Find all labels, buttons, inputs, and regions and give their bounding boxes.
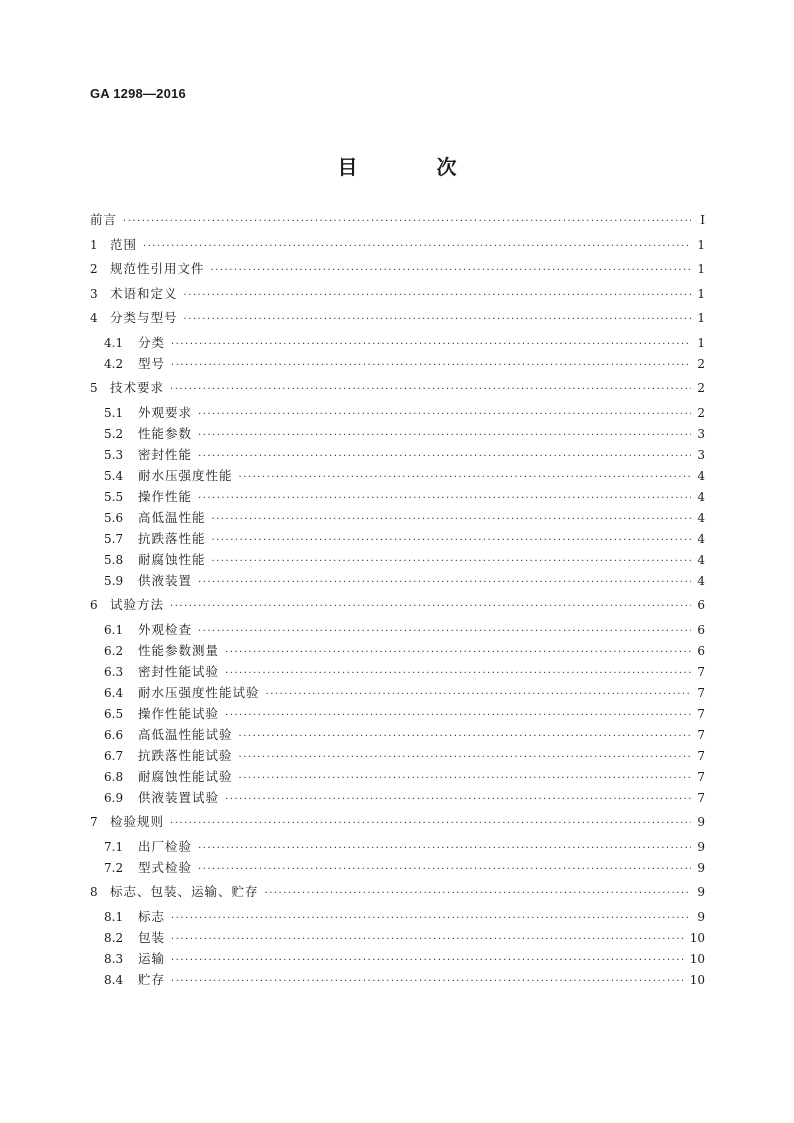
toc-entry-page: 1 <box>697 311 705 325</box>
toc-dot-leader <box>239 731 691 742</box>
toc-entry-page: 1 <box>697 262 705 276</box>
toc-entry-label: 密封性能 <box>138 446 193 462</box>
toc-entry-page: 7 <box>697 748 705 763</box>
toc-entry[interactable] <box>90 445 705 463</box>
toc-entry-number: 3 <box>90 286 98 301</box>
toc-entry-number: 6.3 <box>104 664 124 679</box>
toc-entry[interactable] <box>90 466 705 484</box>
toc-dot-leader <box>198 451 691 462</box>
toc-entry-number: 8.3 <box>104 951 124 966</box>
toc-entry-page: 6 <box>697 598 705 612</box>
toc-dot-leader <box>198 493 691 504</box>
toc-entry-number: 6.2 <box>104 643 124 658</box>
toc-entry-number: 1 <box>90 237 98 252</box>
toc-entry-label: 标志 <box>138 908 166 924</box>
toc-entry[interactable] <box>90 571 705 589</box>
toc-entry-page: 10 <box>689 972 705 987</box>
toc-dot-leader <box>184 314 691 325</box>
toc-entry[interactable] <box>90 487 705 505</box>
toc-entry-number: 5.4 <box>104 468 124 483</box>
toc-entry-page: 2 <box>697 381 705 395</box>
toc-dot-leader <box>212 514 691 525</box>
toc-entry[interactable] <box>90 662 705 680</box>
toc-dot-leader <box>239 752 691 763</box>
toc-entry-label: 抗跌落性能试验 <box>138 747 233 763</box>
toc-dot-leader <box>239 773 691 784</box>
toc-entry[interactable] <box>90 595 705 613</box>
toc-entry-page: 7 <box>697 664 705 679</box>
toc-entry-label: 耐水压强度性能试验 <box>138 684 260 700</box>
toc-entry-number: 5.6 <box>104 510 124 525</box>
toc-entry-number: 8.1 <box>104 909 124 924</box>
toc-entry-number: 8 <box>90 885 98 899</box>
toc-entry[interactable] <box>90 403 705 421</box>
toc-entry-number: 4.1 <box>104 335 124 350</box>
toc-entry-label: 分类与型号 <box>110 310 178 325</box>
toc-dot-leader <box>171 339 691 350</box>
toc-entry-label: 高低温性能 <box>138 509 206 525</box>
toc-entry-number: 5 <box>90 381 98 395</box>
toc-entry-page: 3 <box>697 426 705 441</box>
toc-entry-page: 10 <box>689 951 705 966</box>
toc-dot-leader <box>171 955 686 966</box>
toc-entry-page: 4 <box>697 489 705 504</box>
toc-entry-page: 7 <box>697 706 705 721</box>
toc-entry-page: 7 <box>697 769 705 784</box>
toc-dot-leader <box>143 241 691 252</box>
toc-entry-page: 6 <box>697 643 705 658</box>
toc-entry-number: 5.9 <box>104 573 124 588</box>
toc-entry-page: 10 <box>689 930 705 945</box>
toc-entry-label: 耐腐蚀性能 <box>138 551 206 567</box>
toc-entry-page: 1 <box>697 286 705 301</box>
toc-entry[interactable] <box>90 378 705 396</box>
toc-dot-leader <box>171 976 686 987</box>
toc-entry-label: 外观检查 <box>138 621 193 637</box>
toc-dot-leader <box>171 934 686 945</box>
toc-entry[interactable] <box>90 683 705 701</box>
toc-entry-number: 5.5 <box>104 489 124 504</box>
toc-entry-number: 5.3 <box>104 447 124 462</box>
toc-dot-leader <box>198 864 691 875</box>
toc-entry-page: 4 <box>697 468 705 483</box>
toc-dot-leader <box>184 290 691 301</box>
toc-entry[interactable] <box>90 767 705 785</box>
toc-entry[interactable] <box>90 620 705 638</box>
toc-entry-label: 试验方法 <box>110 597 165 612</box>
toc-entry-label: 包装 <box>138 929 166 945</box>
toc-entry-label: 耐腐蚀性能试验 <box>138 768 233 784</box>
toc-entry[interactable] <box>90 529 705 547</box>
toc-entry-page: 9 <box>697 839 705 854</box>
toc-entry-page: 1 <box>697 335 705 350</box>
toc-dot-leader <box>239 472 691 483</box>
toc-entry-label: 高低温性能试验 <box>138 726 233 742</box>
toc-entry-label: 运输 <box>138 950 166 966</box>
toc-dot-leader <box>212 535 691 546</box>
toc-dot-leader <box>170 601 691 612</box>
toc-entry-number: 7 <box>90 815 98 829</box>
toc-entry[interactable] <box>90 308 705 326</box>
toc-entry-page: 4 <box>697 531 705 546</box>
toc-entry-page: 7 <box>697 685 705 700</box>
toc-dot-leader <box>198 626 691 637</box>
toc-entry-page: 3 <box>697 447 705 462</box>
toc-dot-leader <box>198 843 691 854</box>
document-code: GA 1298—2016 <box>90 86 186 101</box>
toc-entry[interactable] <box>90 858 705 876</box>
toc-dot-leader <box>170 818 691 829</box>
toc-entry-page: 4 <box>697 552 705 567</box>
toc-entry-label: 标志、包装、运输、贮存 <box>110 884 259 899</box>
toc-entry-label: 检验规则 <box>110 814 165 829</box>
toc-entry-label: 分类 <box>138 334 166 350</box>
toc-dot-leader <box>225 647 691 658</box>
toc-dot-leader <box>171 913 691 924</box>
toc-dot-leader <box>212 556 691 567</box>
toc-entry[interactable] <box>90 235 705 253</box>
toc-entry-label: 型式检验 <box>138 859 193 875</box>
toc-entry[interactable] <box>90 284 705 302</box>
toc-entry-label: 耐水压强度性能 <box>138 467 233 483</box>
toc-entry-page: 7 <box>697 790 705 805</box>
toc-entry[interactable] <box>90 788 705 806</box>
toc-entry-page: 2 <box>697 405 705 420</box>
toc-entry-page: 9 <box>697 815 705 829</box>
toc-entry[interactable] <box>90 812 705 830</box>
toc-entry[interactable] <box>90 882 705 900</box>
toc-entry[interactable] <box>90 970 705 988</box>
toc-entry-page: 1 <box>697 237 705 252</box>
toc-entry[interactable] <box>90 928 705 946</box>
toc-entry[interactable] <box>90 641 705 659</box>
toc-entry[interactable] <box>90 508 705 526</box>
toc-entry-number: 6.7 <box>104 748 124 763</box>
toc-entry-number: 7.2 <box>104 860 124 875</box>
toc-dot-leader <box>225 668 691 679</box>
toc-entry-number: 8.4 <box>104 972 124 987</box>
toc-entry-number: 6.9 <box>104 790 124 805</box>
toc-entry-label: 型号 <box>138 355 166 371</box>
toc-entry-page: 6 <box>697 622 705 637</box>
toc-entry-number: 2 <box>90 262 98 276</box>
toc-entry[interactable] <box>90 550 705 568</box>
toc-entry-number: 7.1 <box>104 839 124 854</box>
toc-entry-number: 6 <box>90 598 98 612</box>
toc-entry-number: 5.7 <box>104 531 124 546</box>
toc-entry[interactable] <box>90 907 705 925</box>
toc-entry-page: I <box>700 213 705 227</box>
toc-entry-label: 前言 <box>90 212 118 227</box>
toc-dot-leader <box>225 710 691 721</box>
toc-entry-number: 4 <box>90 311 98 325</box>
toc-entry-label: 供液装置 <box>138 572 193 588</box>
toc-entry-label: 术语和定义 <box>110 285 178 301</box>
toc-entry[interactable] <box>90 704 705 722</box>
toc-entry-number: 6.5 <box>104 706 124 721</box>
toc-dot-leader <box>198 577 691 588</box>
toc-dot-leader <box>198 409 691 420</box>
toc-entry-label: 技术要求 <box>110 380 165 395</box>
toc-entry-number: 6.8 <box>104 769 124 784</box>
toc-title: 目 次 <box>337 155 493 179</box>
toc-dot-leader <box>170 384 691 395</box>
toc-dot-leader <box>266 689 691 700</box>
toc-entry-label: 操作性能 <box>138 488 193 504</box>
toc-entry-page: 9 <box>697 885 705 899</box>
toc-entry[interactable] <box>90 333 705 351</box>
toc-entry-label: 性能参数 <box>138 425 193 441</box>
toc-entry-label: 规范性引用文件 <box>110 261 205 276</box>
toc-entry-label: 贮存 <box>138 971 166 987</box>
toc-entry[interactable] <box>90 354 705 372</box>
toc-entry-number: 6.1 <box>104 622 124 637</box>
toc-entry-number: 6.4 <box>104 685 124 700</box>
toc-entry-number: 8.2 <box>104 930 124 945</box>
toc-dot-leader <box>211 265 691 276</box>
toc-entry-number: 4.2 <box>104 356 124 371</box>
toc-entry-label: 供液装置试验 <box>138 789 220 805</box>
toc-dot-leader <box>225 794 691 805</box>
toc-entry[interactable] <box>90 837 705 855</box>
toc-entry-label: 性能参数测量 <box>138 642 220 658</box>
toc-entry[interactable] <box>90 424 705 442</box>
toc-entry-label: 出厂检验 <box>138 838 193 854</box>
toc-entry[interactable] <box>90 949 705 967</box>
toc-entry-page: 4 <box>697 510 705 525</box>
toc-entry-page: 9 <box>697 860 705 875</box>
toc-dot-leader <box>198 430 691 441</box>
toc-dot-leader <box>123 216 691 227</box>
toc-dot-leader <box>265 888 691 899</box>
toc-entry[interactable] <box>90 210 705 228</box>
toc-entry[interactable] <box>90 725 705 743</box>
toc-entry-page: 4 <box>697 573 705 588</box>
toc-entry[interactable] <box>90 259 705 277</box>
toc-entry-number: 5.1 <box>104 405 124 420</box>
toc-entry-label: 操作性能试验 <box>138 705 220 721</box>
toc-entry-label: 外观要求 <box>138 404 193 420</box>
toc-entry[interactable] <box>90 746 705 764</box>
toc-entry-page: 2 <box>697 356 705 371</box>
toc-entry-label: 范围 <box>110 236 138 252</box>
toc-entry-label: 抗跌落性能 <box>138 530 206 546</box>
toc-entry-number: 5.2 <box>104 426 124 441</box>
toc-entry-page: 9 <box>697 909 705 924</box>
toc-entry-page: 7 <box>697 727 705 742</box>
toc-entry-number: 5.8 <box>104 552 124 567</box>
toc-entry-label: 密封性能试验 <box>138 663 220 679</box>
toc-entry-number: 6.6 <box>104 727 124 742</box>
toc-dot-leader <box>171 360 691 371</box>
